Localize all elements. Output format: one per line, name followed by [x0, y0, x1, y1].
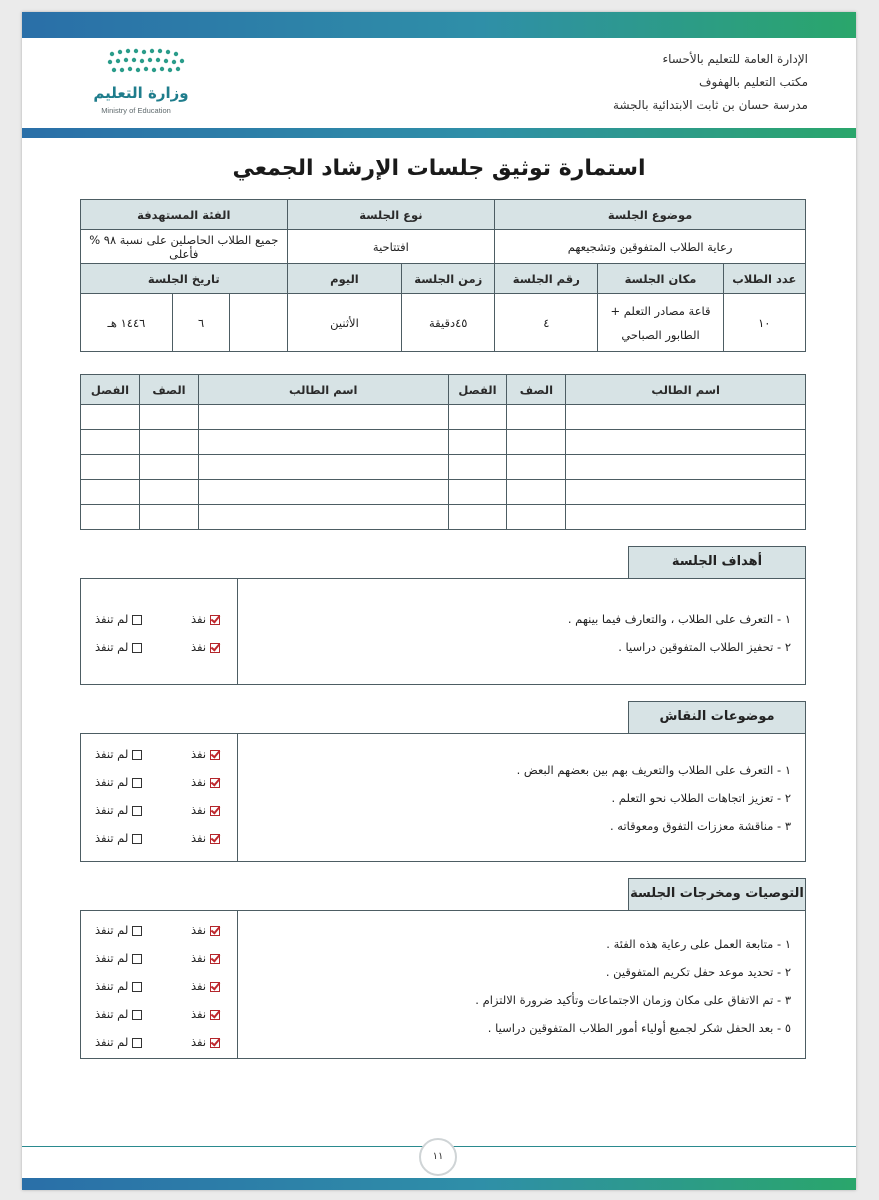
done-label: نفذ [191, 1035, 207, 1049]
th-class-right: الفصل [448, 375, 507, 405]
list-item: ٥ - بعد الحفل شكر لجميع أولياء أمور الطلاب المتفوقين دراسيا . [487, 1021, 791, 1035]
done-label: نفذ [191, 1007, 207, 1021]
table-cell[interactable] [140, 505, 199, 530]
target-group-value[interactable]: جميع الطلاب الحاصلين على نسبة ٩٨ % فأعلى [81, 230, 288, 264]
logo-dots-icon [106, 48, 186, 78]
status-row [91, 944, 231, 972]
discussion-section-title: موضوعات النقاش [628, 701, 806, 734]
header-band [22, 12, 856, 38]
list-item: ١ - متابعة العمل على رعاية هذه الفئة . [606, 937, 791, 951]
table-cell[interactable] [566, 480, 806, 505]
th-students-count: عدد الطلاب [723, 264, 805, 294]
session-info-table [80, 199, 806, 352]
discussion-list [517, 756, 791, 840]
students-count-value[interactable]: ١٠ [723, 294, 805, 352]
list-item: ٢ - تحديد موعد حفل تكريم المتفوقين . [605, 965, 791, 979]
table-cell[interactable] [140, 455, 199, 480]
list-item: ٢ - تحفيز الطلاب المتفوقين دراسيا . [618, 640, 791, 654]
th-session-day: اليوم [287, 264, 402, 294]
table-cell[interactable] [81, 455, 140, 480]
not-done-checkbox[interactable] [132, 1010, 142, 1020]
table-cell[interactable] [448, 480, 507, 505]
date-year-cell[interactable]: ١٤٤٦ هـ [81, 294, 173, 352]
th-session-number: رقم الجلسة [495, 264, 598, 294]
school-info [613, 48, 808, 117]
table-cell[interactable] [198, 505, 448, 530]
done-checkbox-checked[interactable] [210, 954, 220, 964]
table-cell[interactable] [198, 430, 448, 455]
goals-divider [237, 579, 238, 684]
not-done-label: لم تنفذ [95, 951, 129, 965]
done-checkbox-checked[interactable] [210, 926, 220, 936]
status-row [91, 916, 231, 944]
status-row [91, 824, 231, 852]
logo-arabic-text: وزارة التعليم [93, 84, 189, 102]
table-row [81, 430, 806, 455]
table-cell[interactable] [507, 455, 566, 480]
th-student-name-left: اسم الطالب [198, 375, 448, 405]
table-cell[interactable] [81, 405, 140, 430]
recommendations-divider [237, 911, 238, 1058]
not-done-checkbox[interactable] [132, 643, 142, 653]
table-cell[interactable] [448, 505, 507, 530]
not-done-checkbox[interactable] [132, 615, 142, 625]
not-done-label: لم تنفذ [95, 923, 129, 937]
not-done-label: لم تنفذ [95, 1035, 129, 1049]
recommendations-section-box [80, 911, 806, 1059]
goals-list [568, 605, 791, 661]
done-checkbox-checked[interactable] [210, 806, 220, 816]
table-cell[interactable] [140, 480, 199, 505]
goals-section-box [80, 579, 806, 685]
done-checkbox-checked[interactable] [210, 643, 220, 653]
done-label: نفذ [191, 803, 207, 817]
recommendations-status-checks [91, 916, 231, 1056]
session-type-value[interactable]: افتتاحية [287, 230, 495, 264]
status-row [91, 972, 231, 1000]
not-done-checkbox[interactable] [132, 954, 142, 964]
status-row [91, 605, 231, 633]
th-session-location: مكان الجلسة [598, 264, 723, 294]
date-month-cell[interactable]: ٦ [172, 294, 229, 352]
session-number-value[interactable]: ٤ [495, 294, 598, 352]
recommendations-list [475, 930, 791, 1042]
done-label: نفذ [191, 831, 207, 845]
th-class-left: الفصل [81, 375, 140, 405]
table-cell[interactable] [507, 430, 566, 455]
not-done-checkbox[interactable] [132, 982, 142, 992]
students-table [80, 374, 806, 530]
table-cell[interactable] [448, 405, 507, 430]
table-row [81, 405, 806, 430]
discussion-divider [237, 734, 238, 861]
th-target-group: الفئة المستهدفة [81, 200, 288, 230]
table-row [81, 455, 806, 480]
discussion-section-box [80, 734, 806, 862]
table-cell[interactable] [507, 480, 566, 505]
table-cell[interactable] [448, 455, 507, 480]
session-topic-value[interactable]: رعاية الطلاب المتفوقين وتشجيعهم [495, 230, 806, 264]
table-cell[interactable] [566, 405, 806, 430]
list-item: ٣ - مناقشة معززات التفوق ومعوقاته . [609, 819, 791, 833]
session-duration-value[interactable]: ٤٥دقيقة [402, 294, 495, 352]
not-done-label: لم تنفذ [95, 640, 129, 654]
table-cell[interactable] [448, 430, 507, 455]
table-cell[interactable] [566, 505, 806, 530]
status-row [91, 1000, 231, 1028]
office-line: مكتب التعليم بالهفوف [699, 75, 808, 89]
th-session-duration: زمن الجلسة [402, 264, 495, 294]
table-cell[interactable] [566, 430, 806, 455]
done-checkbox-checked[interactable] [210, 778, 220, 788]
list-item: ٢ - تعزيز اتجاهات الطلاب نحو التعلم . [611, 791, 791, 805]
done-checkbox-checked[interactable] [210, 982, 220, 992]
done-checkbox-checked[interactable] [210, 1038, 220, 1048]
done-label: نفذ [191, 640, 207, 654]
done-checkbox-checked[interactable] [210, 615, 220, 625]
directorate-line: الإدارة العامة للتعليم بالأحساء [662, 52, 808, 66]
done-label: نفذ [191, 979, 207, 993]
th-grade-right: الصف [507, 375, 566, 405]
logo-english-text: Ministry of Education [101, 106, 171, 115]
list-item: ١ - التعرف على الطلاب ، والتعارف فيما بينهم . [567, 612, 791, 626]
header-separator-band [22, 128, 856, 138]
done-label: نفذ [191, 775, 207, 789]
done-checkbox-checked[interactable] [210, 750, 220, 760]
not-done-label: لم تنفذ [95, 1007, 129, 1021]
not-done-label: لم تنفذ [95, 979, 129, 993]
th-grade-left: الصف [140, 375, 199, 405]
table-cell[interactable] [81, 505, 140, 530]
not-done-label: لم تنفذ [95, 803, 129, 817]
ministry-logo [76, 48, 206, 120]
th-session-type: نوع الجلسة [287, 200, 495, 230]
status-row [91, 1028, 231, 1056]
done-label: نفذ [191, 951, 207, 965]
table-row [81, 505, 806, 530]
table-cell[interactable] [198, 480, 448, 505]
list-item: ٣ - تم الاتفاق على مكان وزمان الاجتماعات وتأكيد ضرورة الالتزام . [475, 993, 791, 1007]
not-done-checkbox[interactable] [132, 1038, 142, 1048]
done-checkbox-checked[interactable] [210, 834, 220, 844]
done-label: نفذ [191, 923, 207, 937]
not-done-label: لم تنفذ [95, 747, 129, 761]
done-label: نفذ [191, 747, 207, 761]
table-cell[interactable] [566, 455, 806, 480]
form-title: استمارة توثيق جلسات الإرشاد الجمعي [232, 156, 646, 181]
table-cell[interactable] [507, 505, 566, 530]
table-cell[interactable] [140, 430, 199, 455]
goals-section-title: أهداف الجلسة [628, 546, 806, 579]
status-row [91, 633, 231, 661]
recommendations-section-title: التوصيات ومخرجات الجلسة [628, 878, 806, 911]
status-row [91, 796, 231, 824]
discussion-status-checks [91, 740, 231, 852]
status-row [91, 740, 231, 768]
table-cell[interactable] [507, 405, 566, 430]
not-done-checkbox[interactable] [132, 806, 142, 816]
school-line: مدرسة حسان بن ثابت الابتدائية بالجشة [613, 98, 808, 112]
th-session-date: تاريخ الجلسة [81, 264, 288, 294]
table-cell[interactable] [140, 405, 199, 430]
footer-band [22, 1178, 856, 1190]
list-item: ١ - التعرف على الطلاب والتعريف بهم بين بعضهم البعض . [516, 763, 791, 777]
session-day-value[interactable]: الأثنين [287, 294, 402, 352]
not-done-checkbox[interactable] [132, 926, 142, 936]
goals-status-checks [91, 605, 231, 661]
done-checkbox-checked[interactable] [210, 1010, 220, 1020]
th-student-name-right: اسم الطالب [566, 375, 806, 405]
not-done-label: لم تنفذ [95, 775, 129, 789]
table-row [81, 480, 806, 505]
status-row [91, 768, 231, 796]
not-done-label: لم تنفذ [95, 612, 129, 626]
not-done-label: لم تنفذ [95, 831, 129, 845]
table-cell[interactable] [198, 455, 448, 480]
session-location-value[interactable]: قاعة مصادر التعلم + الطابور الصباحي [598, 294, 723, 352]
date-day-cell[interactable] [230, 294, 287, 352]
done-label: نفذ [191, 612, 207, 626]
table-cell[interactable] [81, 480, 140, 505]
not-done-checkbox[interactable] [132, 778, 142, 788]
th-session-topic: موضوع الجلسة [495, 200, 806, 230]
not-done-checkbox[interactable] [132, 750, 142, 760]
table-cell[interactable] [198, 405, 448, 430]
not-done-checkbox[interactable] [132, 834, 142, 844]
page-number: ١١ [419, 1138, 457, 1176]
document-page [22, 12, 856, 1190]
table-cell[interactable] [81, 430, 140, 455]
